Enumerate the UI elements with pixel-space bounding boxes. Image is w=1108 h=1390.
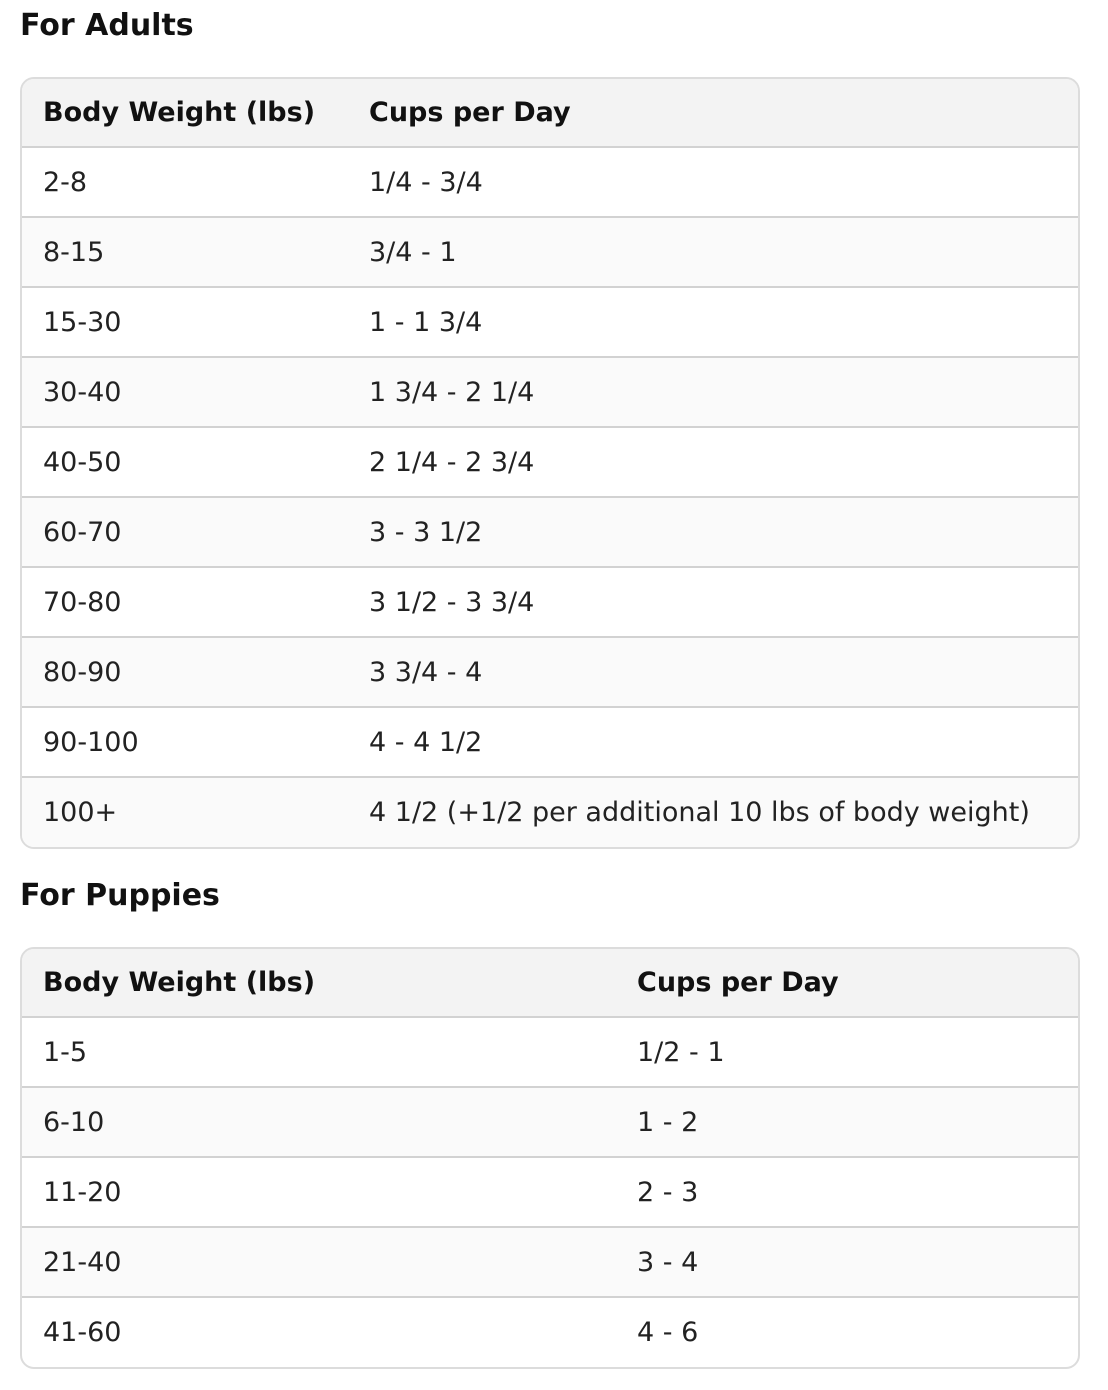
table-header-row — [22, 949, 1078, 1017]
table-row — [22, 707, 1078, 777]
cups-per-day-cell: 1/4 - 3/4 — [348, 147, 1078, 217]
body-weight-cell: 90-100 — [22, 707, 348, 777]
table-row — [22, 637, 1078, 707]
table-row — [22, 357, 1078, 427]
body-weight-cell: 21-40 — [22, 1227, 616, 1297]
table-row — [22, 147, 1078, 217]
cups-per-day-cell: 3 3/4 - 4 — [348, 637, 1078, 707]
column-header-cups-per-day: Cups per Day — [348, 79, 1078, 147]
cups-per-day-cell: 4 - 4 1/2 — [348, 707, 1078, 777]
column-header-body-weight: Body Weight (lbs) — [22, 79, 348, 147]
cups-per-day-cell: 3 - 3 1/2 — [348, 497, 1078, 567]
table-row — [22, 427, 1078, 497]
table-row — [22, 1227, 1078, 1297]
body-weight-cell: 30-40 — [22, 357, 348, 427]
cups-per-day-cell: 4 - 6 — [637, 1317, 699, 1348]
table-row — [22, 1157, 1078, 1227]
body-weight-cell: 41-60 — [43, 1317, 122, 1348]
body-weight-cell: 100+ — [43, 797, 118, 828]
cups-per-day-cell: 1/2 - 1 — [616, 1017, 1078, 1087]
table-row — [22, 497, 1078, 567]
cups-per-day-cell: 2 - 3 — [616, 1157, 1078, 1227]
cups-per-day-cell: 1 3/4 - 2 1/4 — [348, 357, 1078, 427]
puppies-feeding-table-container — [20, 947, 1080, 1369]
body-weight-cell: 80-90 — [22, 637, 348, 707]
body-weight-cell: 2-8 — [22, 147, 348, 217]
cups-per-day-cell: 4 1/2 (+1/2 per additional 10 lbs of body weight) — [369, 797, 1030, 828]
table-row — [22, 777, 1078, 847]
cups-per-day-cell: 3 - 4 — [616, 1227, 1078, 1297]
table-row — [22, 1017, 1078, 1087]
table-header-row — [22, 79, 1078, 147]
cups-per-day-cell: 3/4 - 1 — [348, 217, 1078, 287]
body-weight-cell: 40-50 — [22, 427, 348, 497]
cups-per-day-cell: 2 1/4 - 2 3/4 — [348, 427, 1078, 497]
adults-feeding-table — [22, 79, 1078, 847]
adults-section-title: For Adults — [20, 8, 194, 43]
puppies-feeding-table — [22, 949, 1078, 1367]
table-row — [22, 287, 1078, 357]
column-header-cups-per-day: Cups per Day — [616, 949, 1078, 1017]
table-row — [22, 1087, 1078, 1157]
body-weight-cell: 11-20 — [22, 1157, 616, 1227]
adults-feeding-table-container — [20, 77, 1080, 849]
cups-per-day-cell: 3 1/2 - 3 3/4 — [348, 567, 1078, 637]
table-row — [22, 567, 1078, 637]
column-header-body-weight: Body Weight (lbs) — [22, 949, 616, 1017]
cups-per-day-cell: 1 - 2 — [616, 1087, 1078, 1157]
body-weight-cell: 70-80 — [22, 567, 348, 637]
table-row — [22, 217, 1078, 287]
body-weight-cell: 15-30 — [22, 287, 348, 357]
body-weight-cell: 6-10 — [22, 1087, 616, 1157]
puppies-section-title: For Puppies — [20, 878, 220, 913]
table-row — [22, 1297, 1078, 1367]
body-weight-cell: 60-70 — [22, 497, 348, 567]
body-weight-cell: 8-15 — [22, 217, 348, 287]
body-weight-cell: 1-5 — [22, 1017, 616, 1087]
cups-per-day-cell: 1 - 1 3/4 — [348, 287, 1078, 357]
